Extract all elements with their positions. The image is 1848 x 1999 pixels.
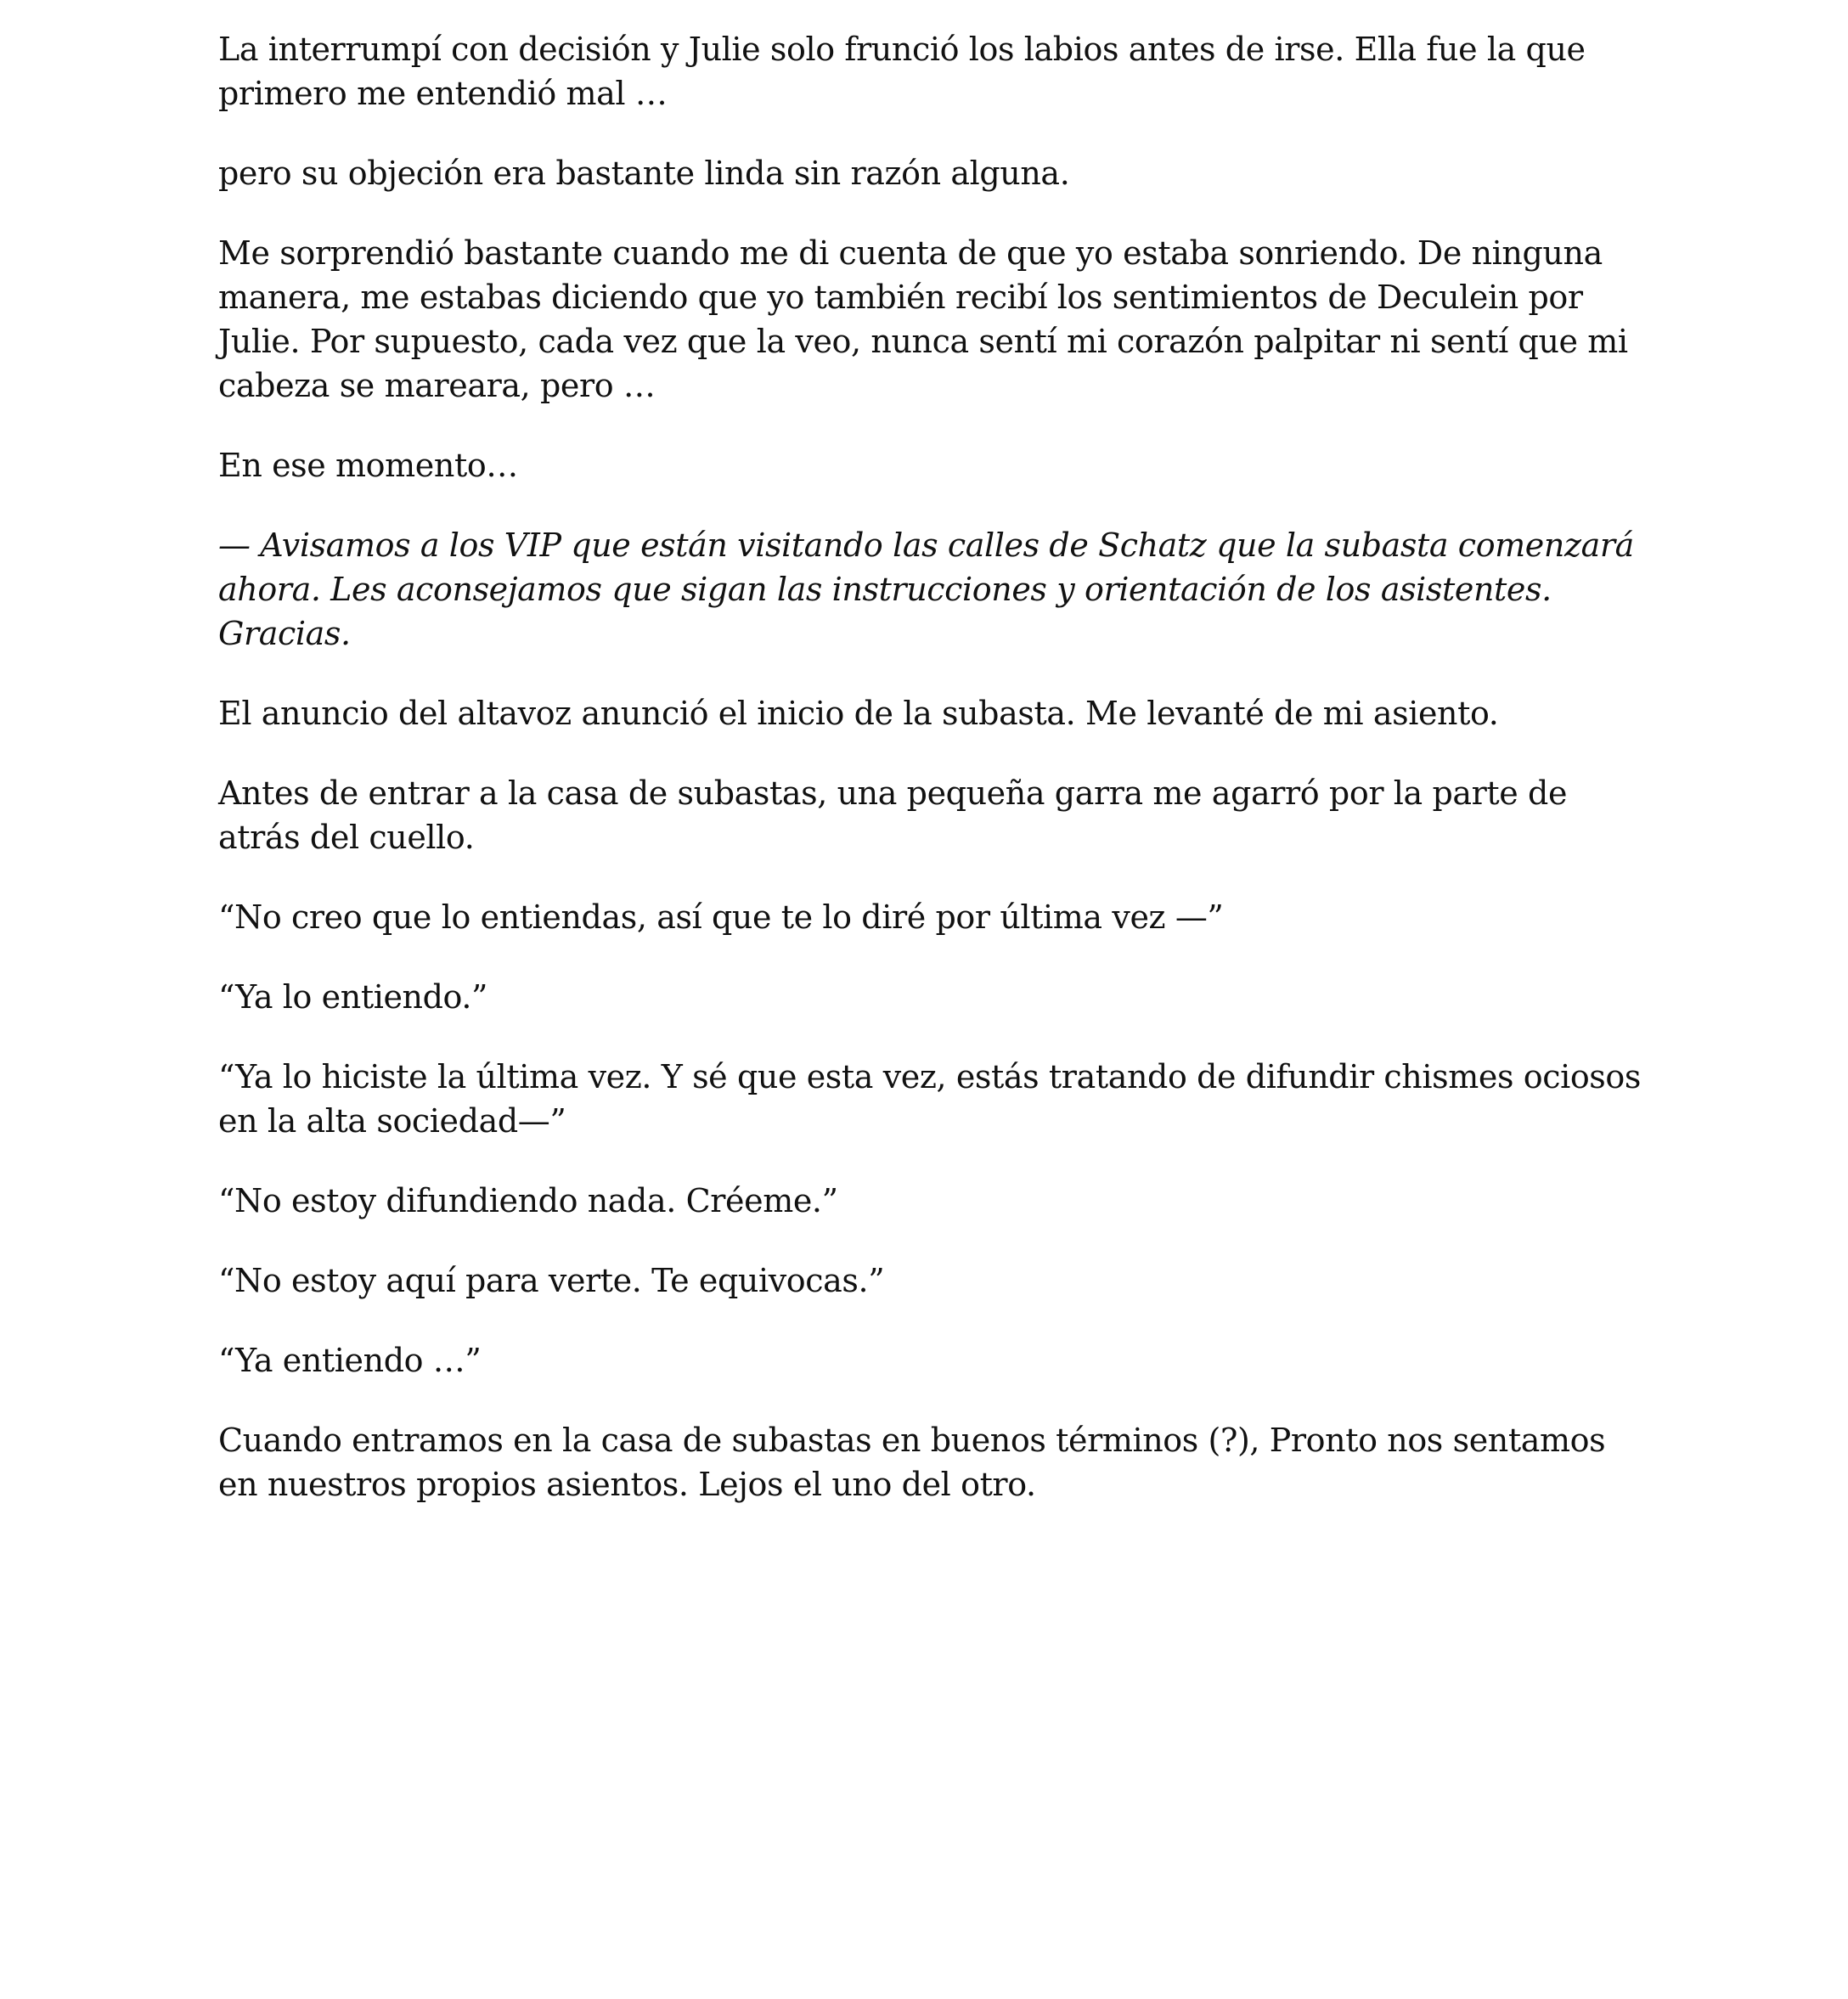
dialogue-line: “Ya entiendo …”: [218, 1342, 482, 1379]
paragraph: La interrumpí con decisión y Julie solo frunció los labios antes de irse. Ella fue la que primero me entendió mal …: [218, 31, 1586, 112]
paragraph: Antes de entrar a la casa de subastas, una pequeña garra me agarró por la parte de atrás del cuello.: [218, 774, 1568, 856]
dialogue-line: “No estoy difundiendo nada. Créeme.”: [218, 1182, 838, 1219]
paragraph: En ese momento…: [218, 447, 518, 484]
document-page: [218, 27, 1654, 1542]
paragraph: pero su objeción era bastante linda sin razón alguna.: [218, 155, 1070, 192]
paragraph: Me sorprendió bastante cuando me di cuenta de que yo estaba sonriendo. De ninguna manera, me estabas diciendo que yo también recibí los sentimientos de Deculein por Julie. Por supuesto, cada vez que la veo, nunca sentí mi corazón palpitar ni sentí que mi cabeza se mareara, pero …: [218, 234, 1628, 404]
dialogue-line: “No estoy aquí para verte. Te equivocas.”: [218, 1262, 885, 1299]
paragraph: El anuncio del altavoz anunció el inicio de la subasta. Me levanté de mi asiento.: [218, 695, 1499, 732]
announcement-paragraph: — Avisamos a los VIP que están visitando las calles de Schatz que la subasta comenzará ahora. Les aconsejamos que sigan las instrucciones y orientación de los asistentes. Gracias.: [218, 526, 1634, 652]
paragraph: Cuando entramos en la casa de subastas en buenos términos (?), Pronto nos sentamos en nuestros propios asientos. Lejos el uno del otro.: [218, 1422, 1606, 1503]
dialogue-line: “Ya lo entiendo.”: [218, 978, 488, 1016]
dialogue-line: “Ya lo hiciste la última vez. Y sé que esta vez, estás tratando de difundir chismes ociosos en la alta sociedad—”: [218, 1058, 1641, 1140]
dialogue-line: “No creo que lo entiendas, así que te lo diré por última vez —”: [218, 898, 1224, 936]
